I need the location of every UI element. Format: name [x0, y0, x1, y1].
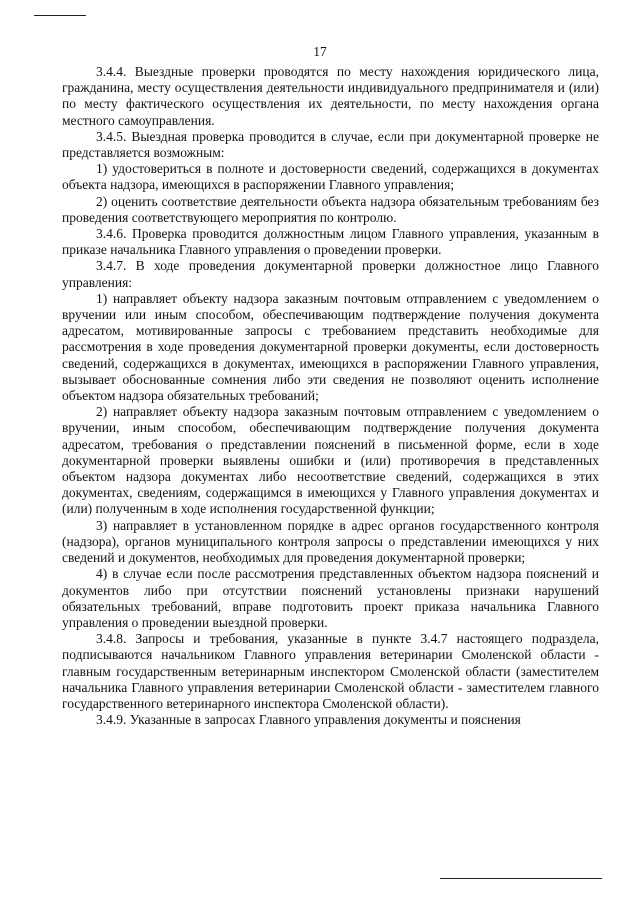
document-body — [62, 64, 599, 728]
paragraph-3-4-9: 3.4.9. Указанные в запросах Главного управления документы и пояснения — [96, 712, 521, 728]
paragraph-3-4-8: 3.4.8. Запросы и требования, указанные в пункте 3.4.7 настоящего подраздела, подписываются начальником Главного управления ветеринарии Смоленской области - главным государственным ветеринарным инспектором Смоленской области (заместителем начальника Главного управления ветеринарии Смоленской области - заместителем главного государственного ветеринарного инспектора Смоленской области). — [62, 631, 599, 711]
paragraph-3-4-4: 3.4.4. Выездные проверки проводятся по месту нахождения юридического лица, гражданина, месту осуществления деятельности индивидуального предпринимателя и (или) по месту фактического осуществления их деятельности, по месту нахождения органа местного самоуправления. — [62, 64, 599, 128]
top-rule — [34, 15, 86, 16]
paragraph-3-4-5-item-1: 1) удостовериться в полноте и достоверности сведений, содержащихся в документах объекта надзора, имеющихся в распоряжении Главного управления; — [62, 161, 599, 193]
bottom-rule — [440, 878, 602, 879]
paragraph-3-4-7-item-3: 3) направляет в установленном порядке в адрес органов государственного контроля (надзора), органов муниципального контроля запросы о представлении имеющихся у них сведений и документов, необходимых для проведения документарной проверки; — [62, 517, 599, 566]
paragraph-3-4-7-item-1: 1) направляет объекту надзора заказным почтовым отправлением с уведомлением о вручении или иным способом, обеспечивающим подтверждение получения документа адресатом, мотивированные запросы с требованием представить необходимые для рассмотрения в ходе проведения документарной проверки документы, если достоверность сведений, содержащихся в документах, имеющихся в распоряжении Главного управления, вызывает обоснованные сомнения либо эти сведения не позволяют оценить исполнение объектом надзора обязательных требований; — [62, 290, 599, 404]
paragraph-3-4-5-item-2: 2) оценить соответствие деятельности объекта надзора обязательным требованиям без проведения соответствующего мероприятия по контролю. — [62, 193, 599, 225]
paragraph-3-4-6: 3.4.6. Проверка проводится должностным лицом Главного управления, указанным в приказе начальника Главного управления о проведении проверки. — [62, 226, 599, 258]
paragraph-3-4-7: 3.4.7. В ходе проведения документарной проверки должностное лицо Главного управления: — [62, 258, 599, 290]
paragraph-3-4-5: 3.4.5. Выездная проверка проводится в случае, если при документарной проверке не представляется возможным: — [62, 128, 599, 161]
paragraph-3-4-7-item-2: 2) направляет объекту надзора заказным почтовым отправлением с уведомлением о вручении, иным способом, обеспечивающим подтверждение получения документа адресатом, требования о представлении пояснений в письменной форме, если в ходе документарной проверки выявлены ошибки и (или) противоречия в представленных объектом надзора документах либо несоответствие сведений, содержащихся в этих документах, сведениям, содержащимся в имеющихся у Главного управления документах и (или) полученным в ходе исполнения государственной функции; — [62, 404, 599, 517]
paragraph-3-4-7-item-4: 4) в случае если после рассмотрения представленных объектом надзора пояснений и документов либо при отсутствии пояснений установлены признаки нарушений обязательных требований, вправе подготовить проект приказа начальника Главного управления о проведении выездной проверки. — [62, 566, 599, 630]
page-number: 17 — [313, 44, 327, 59]
